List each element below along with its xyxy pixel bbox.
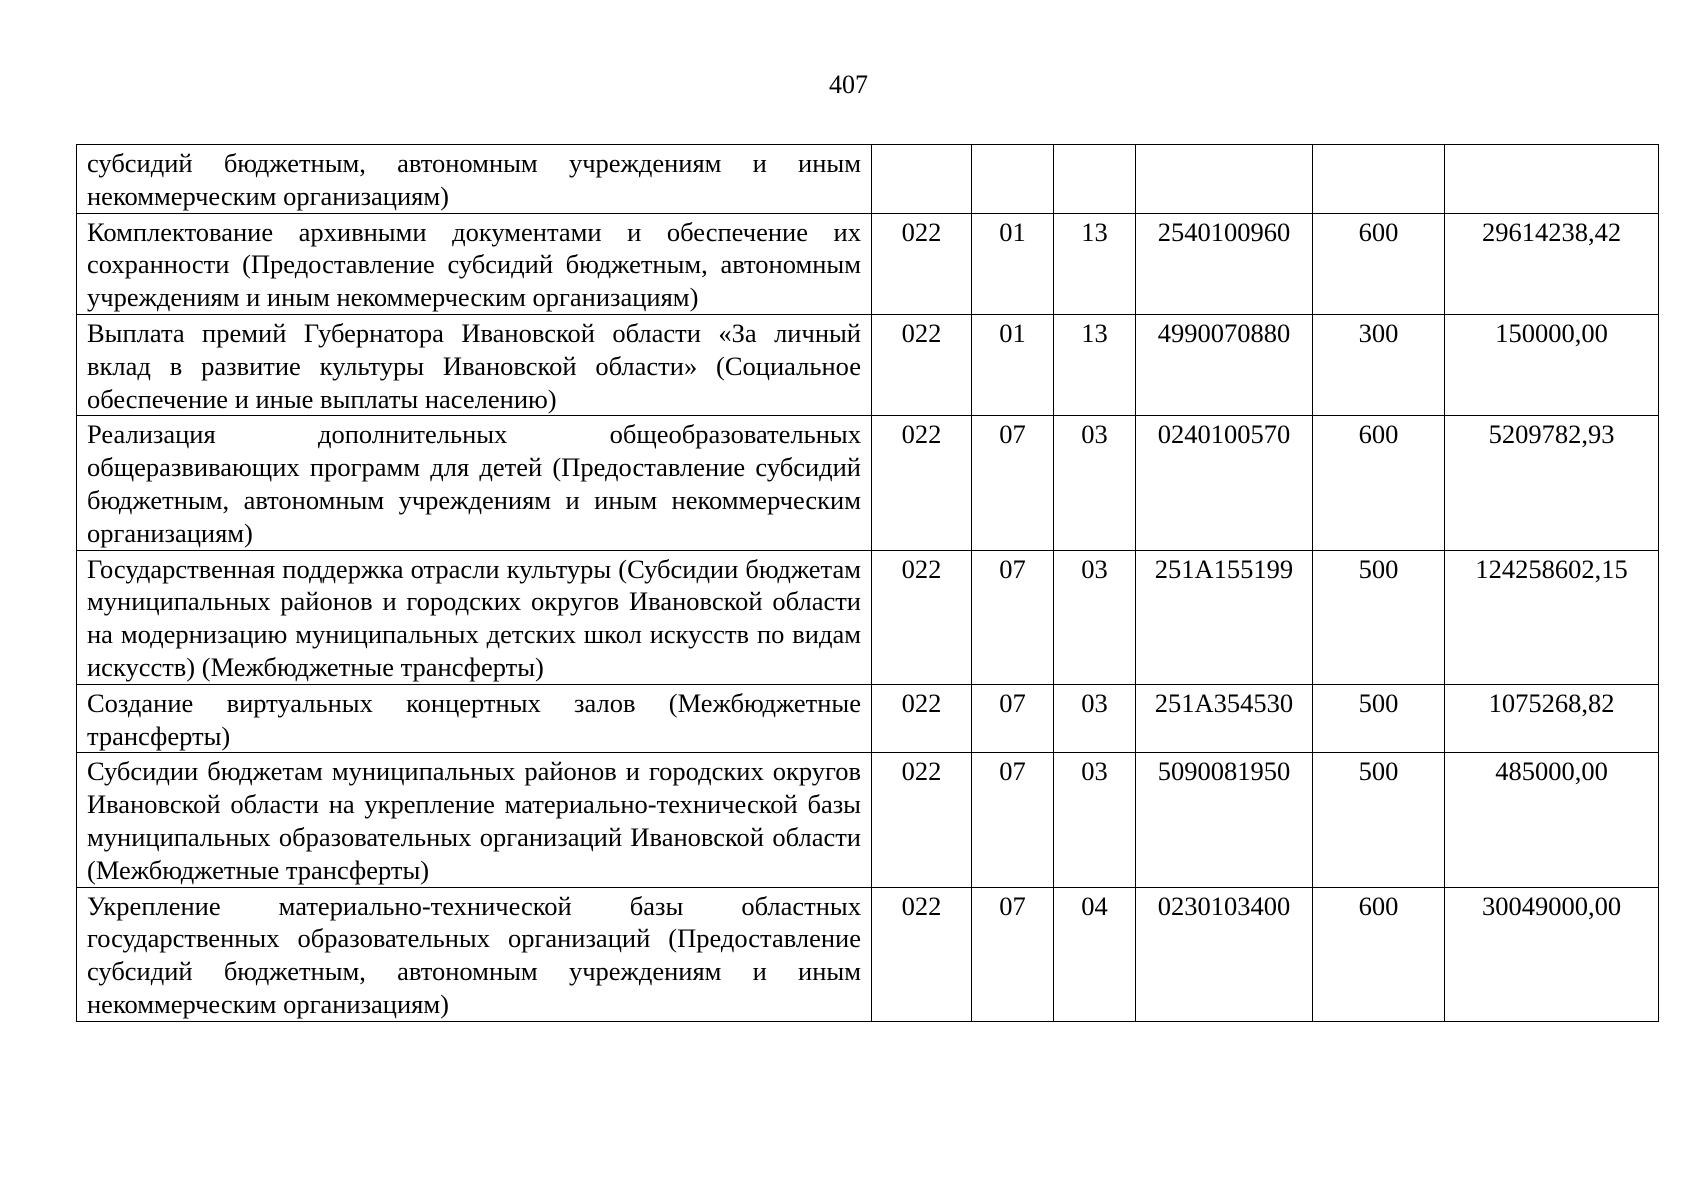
row-description: Субсидии бюджетам муниципальных районов и городских округов Ивановской области на укрепление материально-технической базы муниципальных образовательных организаций Ивановской области (Межбюджетные трансферты) <box>77 753 872 887</box>
amount: 150000,00 <box>1445 314 1659 415</box>
expense-type-code: 300 <box>1313 314 1445 415</box>
section-code: 07 <box>972 416 1054 550</box>
subsection-code: 03 <box>1054 416 1136 550</box>
row-description: Государственная поддержка отрасли культуры (Субсидии бюджетам муниципальных районов и городских округов Ивановской области на модернизацию муниципальных детских школ искусств по видам искусств) (Межбюджетные трансферты) <box>77 550 872 684</box>
expense-type-code: 600 <box>1313 887 1445 1021</box>
row-description: Укрепление материально-технической базы областных государственных образовательных организаций (Предоставление субсидий бюджетным, автономным учреждениям и иным некоммерческим организациям) <box>77 887 872 1021</box>
ministry-code: 022 <box>872 684 972 753</box>
target-article-code: 4990070880 <box>1136 314 1313 415</box>
row-description: Выплата премий Губернатора Ивановской области «За личный вклад в развитие культуры Ивановской области» (Социальное обеспечение и иные выплаты населению) <box>77 314 872 415</box>
target-article-code <box>1136 145 1313 214</box>
page-number: 407 <box>829 70 868 99</box>
target-article-code: 0240100570 <box>1136 416 1313 550</box>
expense-type-code: 600 <box>1313 213 1445 314</box>
table-row <box>77 314 1659 415</box>
table-row <box>77 550 1659 684</box>
table-row <box>77 145 1659 214</box>
section-code: 07 <box>972 887 1054 1021</box>
subsection-code: 13 <box>1054 213 1136 314</box>
section-code: 01 <box>972 314 1054 415</box>
ministry-code: 022 <box>872 416 972 550</box>
amount: 29614238,42 <box>1445 213 1659 314</box>
amount: 5209782,93 <box>1445 416 1659 550</box>
expense-type-code: 500 <box>1313 550 1445 684</box>
row-description: Комплектование архивными документами и обеспечение их сохранности (Предоставление субсидий бюджетным, автономным учреждениям и иным некоммерческим организациям) <box>77 213 872 314</box>
section-code: 07 <box>972 684 1054 753</box>
ministry-code <box>872 145 972 214</box>
subsection-code: 03 <box>1054 550 1136 684</box>
target-article-code: 251A155199 <box>1136 550 1313 684</box>
target-article-code: 0230103400 <box>1136 887 1313 1021</box>
ministry-code: 022 <box>872 753 972 887</box>
table-row <box>77 887 1659 1021</box>
table-row <box>77 416 1659 550</box>
row-description: Реализация дополнительных общеобразовательных общеразвивающих программ для детей (Предоставление субсидий бюджетным, автономным учреждениям и иным некоммерческим организациям) <box>77 416 872 550</box>
subsection-code <box>1054 145 1136 214</box>
target-article-code: 251A354530 <box>1136 684 1313 753</box>
amount: 485000,00 <box>1445 753 1659 887</box>
expense-type-code: 600 <box>1313 416 1445 550</box>
table-row <box>77 213 1659 314</box>
subsection-code: 03 <box>1054 684 1136 753</box>
target-article-code: 2540100960 <box>1136 213 1313 314</box>
amount: 1075268,82 <box>1445 684 1659 753</box>
amount <box>1445 145 1659 214</box>
table-row <box>77 753 1659 887</box>
row-description: субсидий бюджетным, автономным учреждениям и иным некоммерческим организациям) <box>77 145 872 214</box>
ministry-code: 022 <box>872 314 972 415</box>
subsection-code: 04 <box>1054 887 1136 1021</box>
ministry-code: 022 <box>872 887 972 1021</box>
table-row <box>77 684 1659 753</box>
subsection-code: 03 <box>1054 753 1136 887</box>
expense-type-code <box>1313 145 1445 214</box>
section-code: 07 <box>972 550 1054 684</box>
section-code: 01 <box>972 213 1054 314</box>
expense-type-code: 500 <box>1313 753 1445 887</box>
amount: 30049000,00 <box>1445 887 1659 1021</box>
amount: 124258602,15 <box>1445 550 1659 684</box>
ministry-code: 022 <box>872 550 972 684</box>
budget-table <box>76 144 1659 1022</box>
section-code <box>972 145 1054 214</box>
row-description: Создание виртуальных концертных залов (Межбюджетные трансферты) <box>77 684 872 753</box>
ministry-code: 022 <box>872 213 972 314</box>
subsection-code: 13 <box>1054 314 1136 415</box>
target-article-code: 5090081950 <box>1136 753 1313 887</box>
expense-type-code: 500 <box>1313 684 1445 753</box>
section-code: 07 <box>972 753 1054 887</box>
